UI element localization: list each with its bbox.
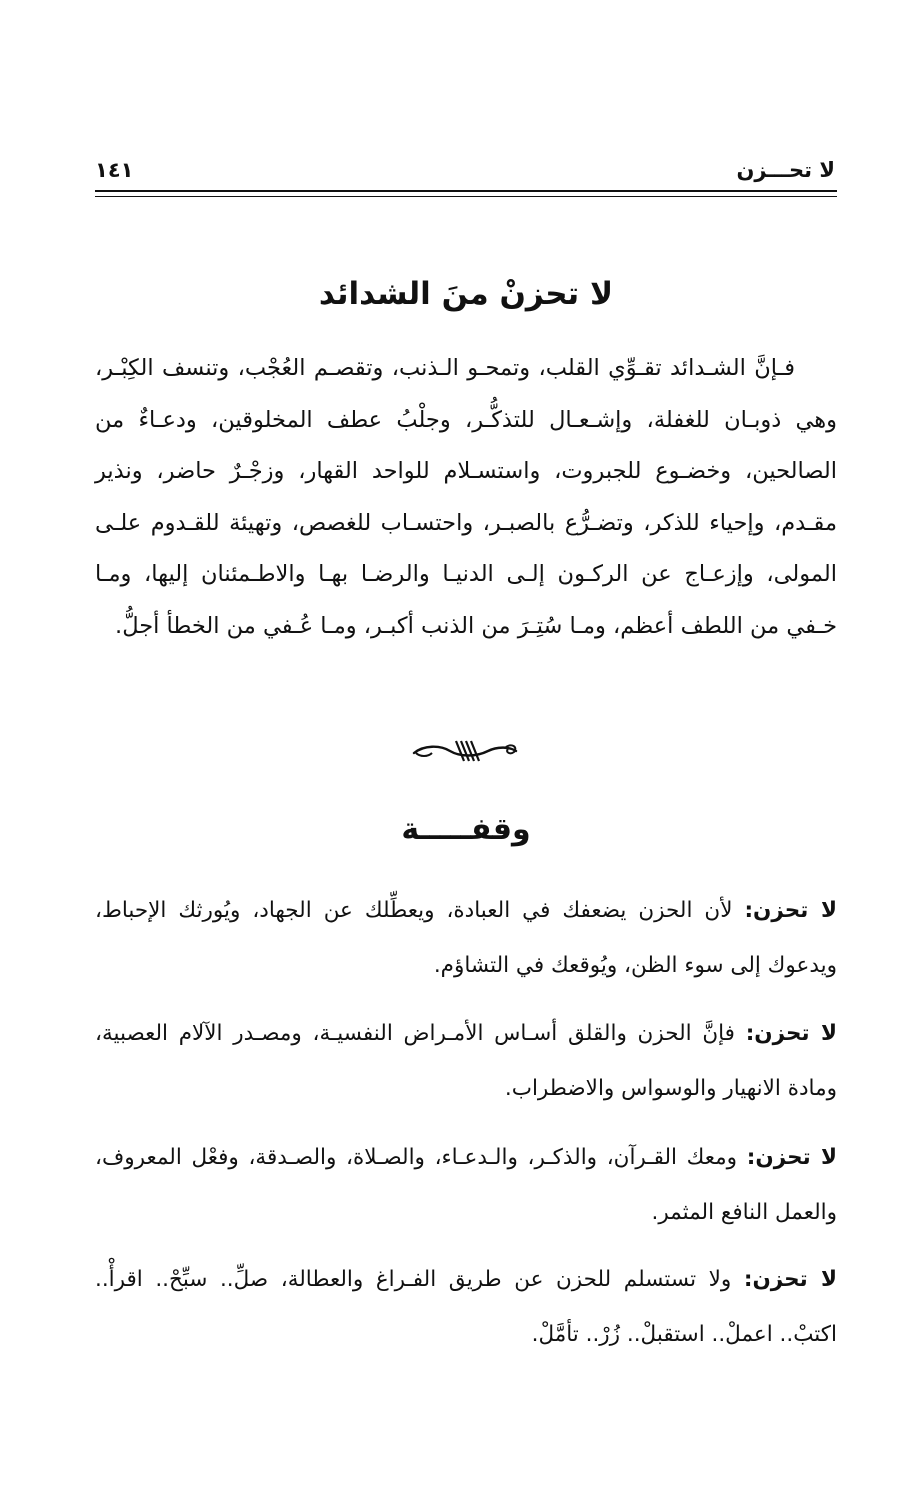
point-lead: لا تحزن: xyxy=(746,1145,838,1170)
pause-title: وقفـــــة xyxy=(401,812,531,847)
pause-point xyxy=(95,883,837,993)
point-text: فإنَّ الحزن والقلق أسـاس الأمـراض النفسيـة، ومصـدر الآلام العصبية، ومادة الانهيار والوسواس والاضطراب. xyxy=(95,1021,837,1101)
running-header xyxy=(95,158,835,188)
point-text: لأن الحزن يضعفك في العبادة، ويعطِّلك عن الجهاد، ويُورثك الإحباط، ويدعوك إلى سوء الظن، ويُوقعك في التشاؤم. xyxy=(95,898,837,978)
running-title: لا تحـــزن xyxy=(736,158,835,182)
point-lead: لا تحزن: xyxy=(745,1021,837,1046)
point-lead: لا تحزن: xyxy=(743,1267,837,1292)
decorative-flourish-icon xyxy=(410,735,520,765)
point-lead: لا تحزن: xyxy=(744,898,837,923)
page-number: ١٤١ xyxy=(95,158,134,182)
point-text: ولا تستسلم للحزن عن طريق الفـراغ والعطالة، صلِّ.. سبِّحْ.. اقرأْ.. اكتبْ.. اعملْ.. استقبلْ.. زُرْ.. تأمَّلْ. xyxy=(95,1267,837,1347)
point-text: ومعك القـرآن، والذكـر، والـدعـاء، والصـلاة، والصـدقة، وفعْل المعروف، والعمل النافع المثمر. xyxy=(95,1145,837,1225)
pause-point xyxy=(95,1006,837,1116)
section-title: لا تحزنْ منَ الشدائد xyxy=(318,276,614,312)
header-rule-thick xyxy=(95,190,837,192)
section-paragraph: فـإنَّ الشـدائد تقـوِّي القلب، وتمحـو الـذنب، وتقصـم العُجْب، وتنسف الكِبْـر، وهي ذوبـان للغفلة، وإشـعـال للتذكُّـر، وجلْبُ عطف المخلوقين، ودعـاءٌ من الصالحين، وخضـوع للجبروت، واستسـلام للواحد القهار، وزجْـرٌ حاضر، ونذير مقـدم، وإحياء للذكر، وتضـرُّع بالصبـر، واحتسـاب للغصص، وتهيئة للقـدوم علـى المولى، وإزعـاج عن الركـون إلـى الدنيـا والرضـا بهـا والاطـمئنان إليها، ومـا خـفي من اللطف أعظم، ومـا سُتِـرَ من الذنب أكبـر، ومـا عُـفي من الخطأ أجلُّ. xyxy=(95,355,837,639)
pause-point xyxy=(95,1130,837,1240)
header-rule-thin xyxy=(95,196,837,197)
pause-point xyxy=(95,1252,837,1362)
